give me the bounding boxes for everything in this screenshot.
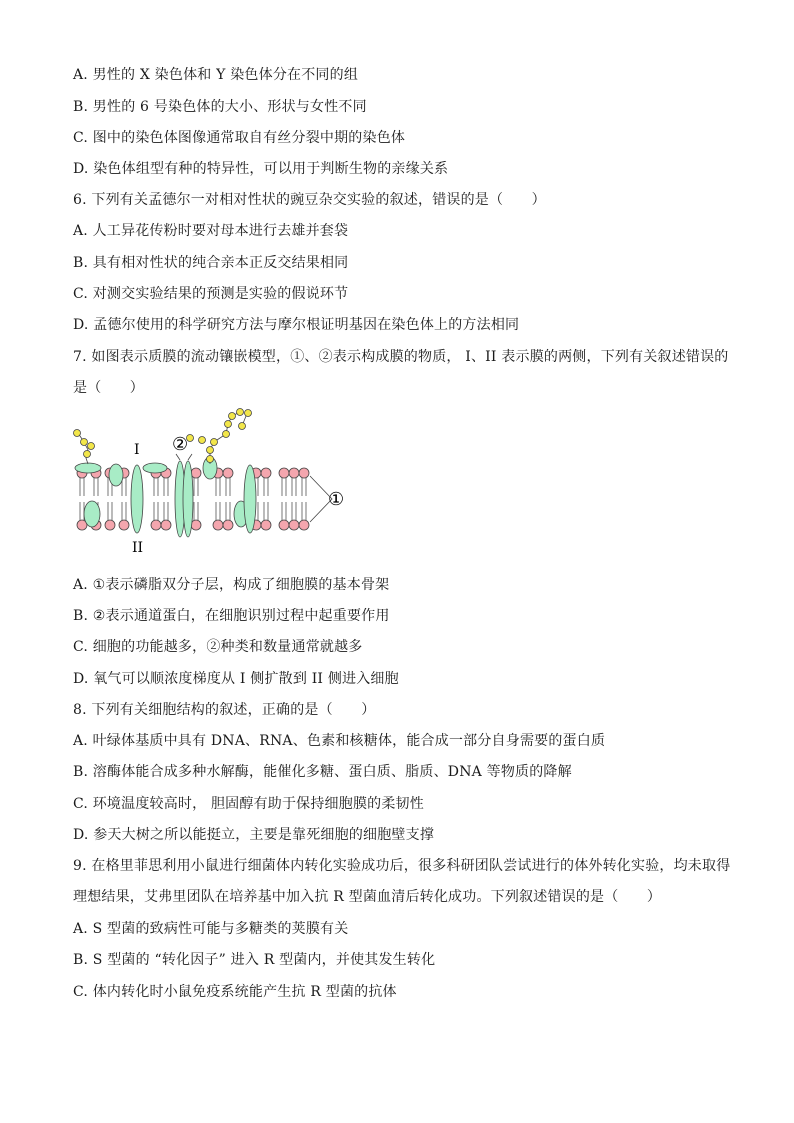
label-side-i: I	[134, 442, 140, 458]
option-c: C. 体内转化时小鼠免疫系统能产生抗 R 型菌的抗体	[73, 984, 397, 1000]
option-b: B. ②表示通道蛋白，在细胞识别过程中起重要作用	[73, 608, 390, 624]
question-7-stem-cont: 是（ ）	[73, 380, 144, 396]
option-c: C. 细胞的功能越多，②种类和数量通常就越多	[73, 639, 363, 655]
option-b: B. 具有相对性状的纯合亲本正反交结果相同	[73, 255, 349, 271]
text-line: A. 男性的 X 染色体和 Y 染色体分在不同的组	[73, 67, 359, 83]
text-line: C. 图中的染色体图像通常取自有丝分裂中期的染色体	[73, 130, 406, 146]
option-c: C. 对测交实验结果的预测是实验的假说环节	[73, 286, 349, 302]
glycocalyx-sugar-chains	[74, 409, 252, 465]
label-protein-2: ②	[172, 434, 189, 455]
question-9-stem: 9. 在格里菲思利用小鼠进行细菌体内转化实验成功后，很多科研团队尝试进行的体外转化实验，均未取得	[73, 858, 731, 874]
text-line: D. 染色体组型有种的特异性，可以用于判断生物的亲缘关系	[73, 161, 449, 177]
option-b: B. S 型菌的 “转化因子” 进入 R 型菌内，并使其发生转化	[73, 952, 436, 968]
membrane-diagram	[70, 402, 360, 562]
text-line: B. 男性的 6 号染色体的大小、形状与女性不同	[73, 99, 367, 115]
option-a: A. 叶绿体基质中具有 DNA、RNA、色素和核糖体，能合成一部分自身需要的蛋白质	[73, 733, 606, 749]
option-a: A. 人工异花传粉时要对母本进行去雄并套袋	[73, 223, 349, 239]
question-6-stem: 6. 下列有关孟德尔一对相对性状的豌豆杂交实验的叙述，错误的是（ ）	[73, 192, 546, 208]
question-9-stem-cont: 理想结果，艾弗里团队在培养基中加入抗 R 型菌血清后转化成功。下列叙述错误的是（ ）	[73, 889, 662, 905]
option-a: A. ①表示磷脂双分子层，构成了细胞膜的基本骨架	[73, 577, 390, 593]
label-bilayer-1: ①	[328, 489, 345, 510]
option-d: D. 孟德尔使用的科学研究方法与摩尔根证明基因在染色体上的方法相同	[73, 317, 520, 333]
label-side-ii: II	[132, 540, 144, 556]
question-7-stem: 7. 如图表示质膜的流动镶嵌模型，①、②表示构成膜的物质， I、II 表示膜的两侧，下列有关叙述错误的	[73, 349, 729, 365]
option-c: C. 环境温度较高时， 胆固醇有助于保持细胞膜的柔韧性	[73, 796, 424, 812]
option-b: B. 溶酶体能合成多种水解酶，能催化多糖、蛋白质、脂质、DNA 等物质的降解	[73, 764, 572, 780]
question-8-stem: 8. 下列有关细胞结构的叙述，正确的是（ ）	[73, 702, 376, 718]
option-a: A. S 型菌的致病性可能与多糖类的荚膜有关	[73, 921, 349, 937]
option-d: D. 参天大树之所以能挺立，主要是靠死细胞的细胞壁支撑	[73, 827, 435, 843]
option-d: D. 氧气可以顺浓度梯度从 I 侧扩散到 II 侧进入细胞	[73, 671, 399, 687]
